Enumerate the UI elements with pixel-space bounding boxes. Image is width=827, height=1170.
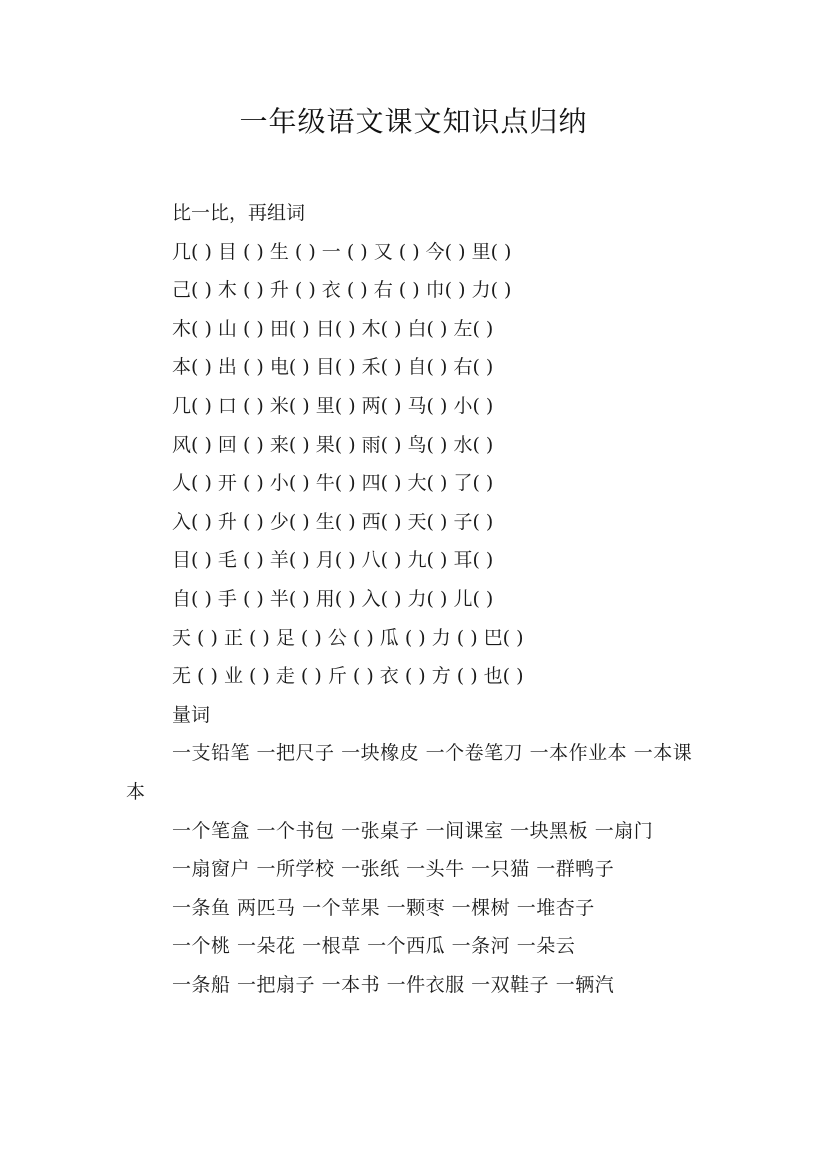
compare-row: 本( ) 出 ( ) 电( ) 目( ) 禾( ) 自( ) 右( ) <box>172 356 494 379</box>
section-heading-compare: 比一比，再组词 <box>172 202 306 224</box>
compare-row: 无 ( ) 业 ( ) 走 ( ) 斤 ( ) 衣 ( ) 方 ( ) 也( ) <box>172 665 524 688</box>
compare-row: 目( ) 毛 ( ) 羊( ) 月( ) 八( ) 九( ) 耳( ) <box>172 549 494 572</box>
measure-paragraph: 一条船 一把扇子 一本书 一件衣服 一双鞋子 一辆汽 <box>172 973 615 996</box>
compare-row: 己( ) 木 ( ) 升 ( ) 衣 ( ) 右 ( ) 巾( ) 力( ) <box>172 279 512 302</box>
compare-row: 天 ( ) 正 ( ) 足 ( ) 公 ( ) 瓜 ( ) 力 ( ) 巴( ) <box>172 626 524 649</box>
compare-row: 几( ) 目 ( ) 生 ( ) 一 ( ) 又 ( ) 今( ) 里( ) <box>172 240 512 263</box>
document-body <box>126 194 706 1004</box>
measure-paragraph: 一个桃 一朵花 一根草 一个西瓜 一条河 一朵云 <box>172 935 576 958</box>
compare-row: 人( ) 开 ( ) 小( ) 牛( ) 四( ) 大( ) 了( ) <box>172 472 494 495</box>
measure-paragraph: 一支铅笔 一把尺子 一块橡皮 一个卷笔刀 一本作业本 一本课本 <box>126 742 693 803</box>
compare-row: 木( ) 山 ( ) 田( ) 日( ) 木( ) 白( ) 左( ) <box>172 317 494 340</box>
measure-paragraph: 一个笔盒 一个书包 一张桌子 一间课室 一块黑板 一扇门 <box>172 819 654 842</box>
compare-row: 风( ) 回 ( ) 来( ) 果( ) 雨( ) 鸟( ) 水( ) <box>172 433 494 456</box>
section-heading-measure: 量词 <box>172 703 211 726</box>
compare-row: 几( ) 口 ( ) 米( ) 里( ) 两( ) 马( ) 小( ) <box>172 394 494 417</box>
page-title: 一年级语文课文知识点归纳 <box>239 105 588 138</box>
compare-row: 自( ) 手 ( ) 半( ) 用( ) 入( ) 力( ) 儿( ) <box>172 587 494 610</box>
compare-row: 入( ) 升 ( ) 少( ) 生( ) 西( ) 天( ) 子( ) <box>172 510 494 533</box>
measure-paragraph: 一扇窗户 一所学校 一张纸 一头牛 一只猫 一群鸭子 <box>172 858 615 881</box>
measure-paragraph: 一条鱼 两匹马 一个苹果 一颗枣 一棵树 一堆杏子 <box>172 896 595 919</box>
